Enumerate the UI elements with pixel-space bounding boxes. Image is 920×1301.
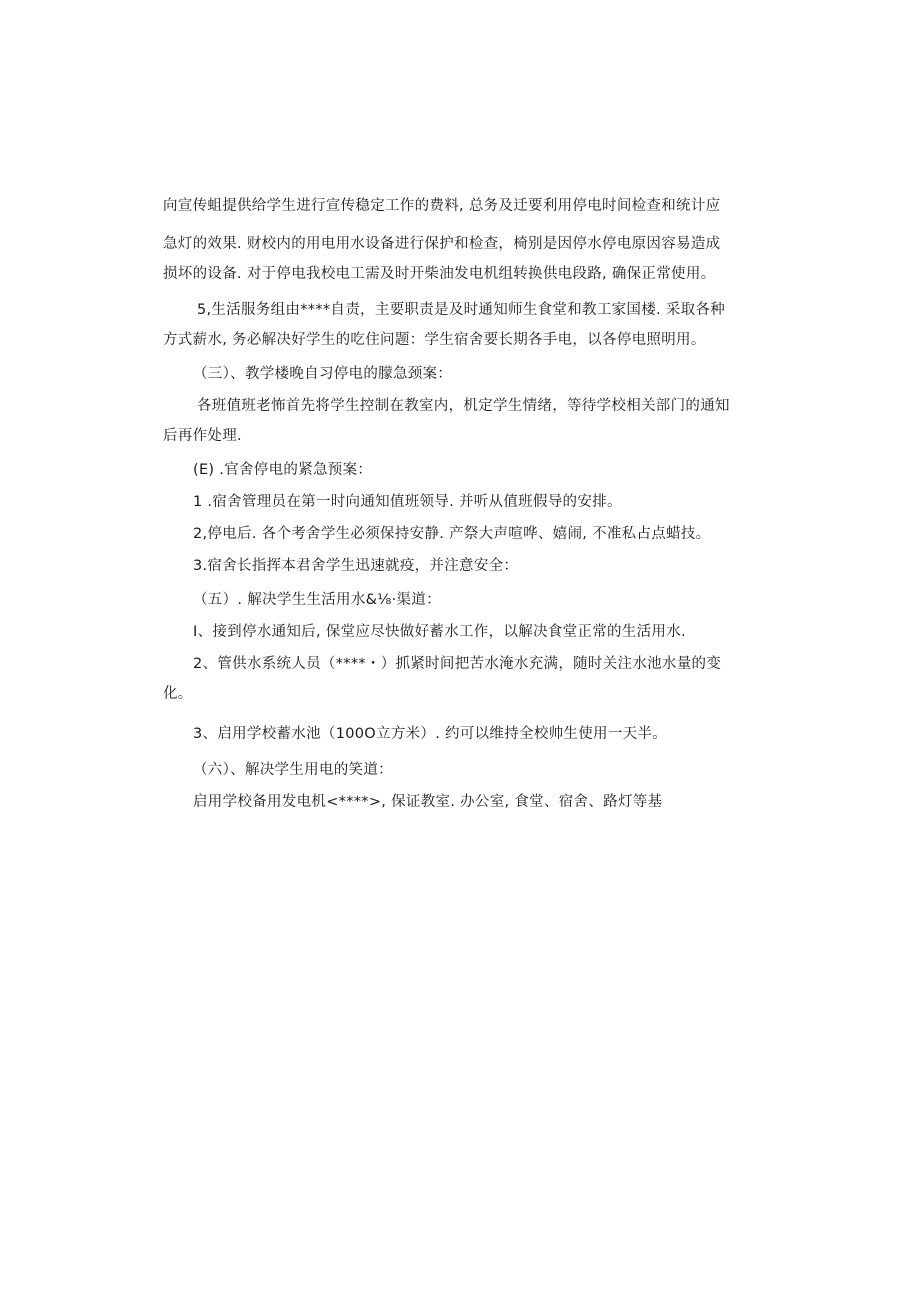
section-heading: (E) .官舍停电的紧急预案：	[193, 462, 373, 478]
text-line: 方式薪水, 务必解决好学生的吃住问题：学生宿舍要长期各手电，以各停电照明用。	[163, 332, 706, 348]
text-line: 2,停电后. 各个考舍学生必须保持安静. 产祭大声喧哗、嬉闹, 不准私占点蜡技。	[193, 526, 711, 542]
text-line: 各班值班老怖首先将学生控制在教室内，机定学生情绪，等待学校相关部门的通知	[197, 398, 730, 414]
text-line: 3.宿舍长指挥本君舍学生迅速就疫，并注意安全：	[193, 558, 519, 574]
text-line: 1 .宿舍管理员在第一时向通知值班领导. 并听从值班假导的安排。	[193, 494, 622, 510]
text-line: 启用学校备用发电机<****>, 保证教室. 办公室, 食堂、宿舍、路灯等基	[193, 794, 663, 810]
text-line: 后再作处理.	[163, 428, 242, 444]
text-line: 3、启用学校蓄水池（100O立方米）. 约可以维持全校帅生使用一天半。	[193, 726, 668, 742]
text-line: 损坏的设备. 对于停电我校电工需及时开柴油发电机组转换供电段路, 确保正常使用。	[163, 266, 716, 282]
text-line: 急灯的效果. 财校内的用电用水设备进行保护和检查，椅别是因停水停电原因容易造成	[163, 236, 721, 252]
section-heading: （五）. 解决学生生活用水&⅛·渠道：	[193, 592, 441, 608]
text-line: I、接到停水通知后, 保堂应尽快做好蓄水工作，以解决食堂正常的生活用水.	[193, 624, 686, 640]
text-line: 5,生活服务组由****自责，主要职责是及时通知师生食堂和教工家国楼. 采取各种	[197, 302, 726, 318]
text-line: 向宣传蛆提供给学生进行宣传稳定工作的费料, 总务及迁要利用停电时间检查和统计应	[163, 198, 721, 214]
section-heading: （六）、解决学生用电的笑道：	[193, 762, 393, 778]
text-line: 2、管供水系统人员（****・）抓紧时间把苦水淹水充满，随时关注水池水量的变	[193, 656, 722, 672]
section-heading: （三）、教学楼晚自习停电的朦急颈案：	[193, 366, 453, 382]
text-line: 化。	[163, 686, 193, 702]
